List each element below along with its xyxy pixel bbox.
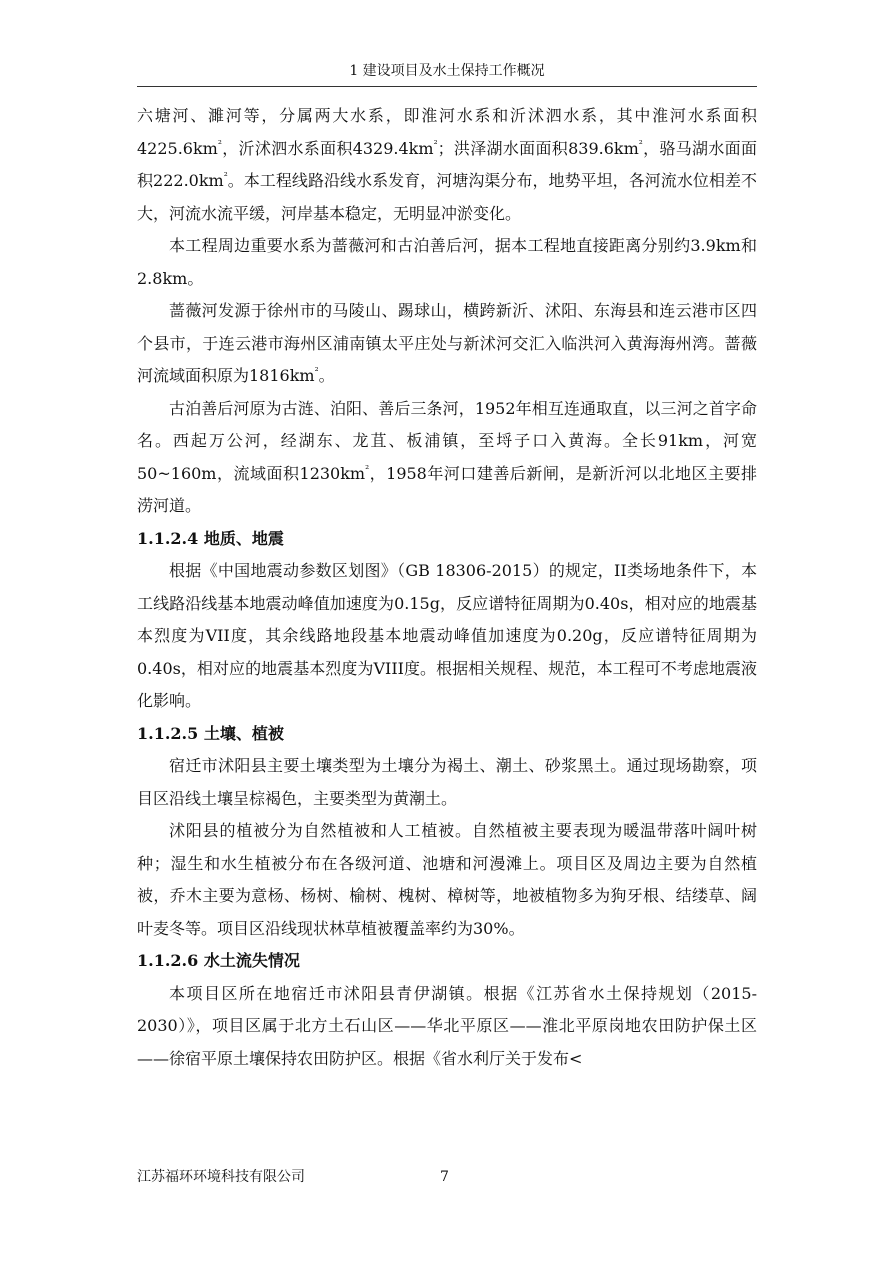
section-heading-geology: 1.1.2.4 地质、地震 — [137, 528, 284, 548]
superscript-two: ² — [638, 139, 643, 151]
paragraph-important-rivers: 本工程周边重要水系为蔷薇河和古泊善后河，据本工程地直接距离分别约3.9km和2.8km。 — [137, 236, 757, 288]
superscript-two: ² — [433, 139, 438, 151]
page-header — [137, 60, 757, 87]
paragraph-qiangwei-river: 蔷薇河发源于徐州市的马陵山、踢球山，横跨新沂、沭阳、东海县和连云港市区四个县市，于连云港市海州区浦南镇太平庄处与新沭河交汇入临洪河入黄海海州湾。蔷薇河流域面积原为$1816km^{^2}$。 — [137, 301, 757, 385]
page-footer — [137, 1166, 757, 1188]
paragraph-water-systems: 六塘河、濉河等，分属两大水系，即淮河水系和沂沭泗水系，其中淮河水系面积$4225.6km^{^2}$，沂沭泗水系面积$4329.4km^{^2}$；洪泽湖水面面积$839.6km^{^2}$，骆马湖水面面积$222.0km^{^2}$。本工程线路沿线水系发育，河塘沟渠分布，地势平坦，各河流水位相差不大，河流水流平缓，河岸基本稳定，无明显冲淤变化。 — [137, 106, 757, 223]
page-number: 7 — [440, 1169, 449, 1185]
paragraph-vegetation: 沭阳县的植被分为自然植被和人工植被。自然植被主要表现为暖温带落叶阔叶树种；湿生和水生植被分布在各级河道、池塘和河漫滩上。项目区及周边主要为自然植被，乔木主要为意杨、杨树、榆树、槐树、樟树等，地被植物多为狗牙根、结缕草、阔叶麦冬等。项目区沿线现状林草植被覆盖率约为30%。 — [137, 821, 757, 938]
superscript-two: ² — [314, 366, 319, 378]
superscript-two: ² — [217, 139, 222, 151]
footer-company: 江苏福环环境科技有限公司 — [137, 1169, 305, 1185]
superscript-two: ² — [365, 464, 370, 476]
section-heading-soil-vegetation: 1.1.2.5 土壤、植被 — [137, 723, 284, 743]
paragraph-gubo-shanhou-river: 古泊善后河原为古涟、泊阳、善后三条河，1952年相互连通取直，以三河之首字命名。西起万公河，经湖东、龙苴、板浦镇，至埒子口入黄海。全长91km，河宽50~160m，流域面积$1230km^{^2}$，1958年河口建善后新闸，是新沂河以北地区主要排涝河道。 — [137, 398, 757, 515]
paragraph-soil-erosion: 本项目区所在地宿迁市沭阳县青伊湖镇。根据《江苏省水土保持规划（2015-2030）》，项目区属于北方土石山区——华北平原区——淮北平原岗地农田防护保土区——徐宿平原土壤保持农田防护区。根据《省水利厅关于发布< — [137, 983, 757, 1068]
paragraph-soil: 宿迁市沭阳县主要土壤类型为土壤分为褐土、潮土、砂浆黑土。通过现场勘察，项目区沿线土壤呈棕褐色，主要类型为黄潮土。 — [137, 756, 757, 808]
paragraph-earthquake: 根据《中国地震动参数区划图》（GB 18306-2015）的规定，II类场地条件下，本工线路沿线基本地震动峰值加速度为0.15g，反应谱特征周期为0.40s，相对应的地震基本烈度为VII度，其余线路地段基本地震动峰值加速度为0.20g，反应谱特征周期为0.40s，相对应的地震基本烈度为VIII度。根据相关规程、规范，本工程可不考虑地震液化影响。 — [137, 561, 757, 710]
document-body — [137, 100, 757, 1075]
superscript-two: ² — [223, 171, 228, 183]
header-title: 1 建设项目及水土保持工作概况 — [349, 63, 545, 79]
section-heading-soil-erosion: 1.1.2.6 水土流失情况 — [137, 951, 300, 970]
